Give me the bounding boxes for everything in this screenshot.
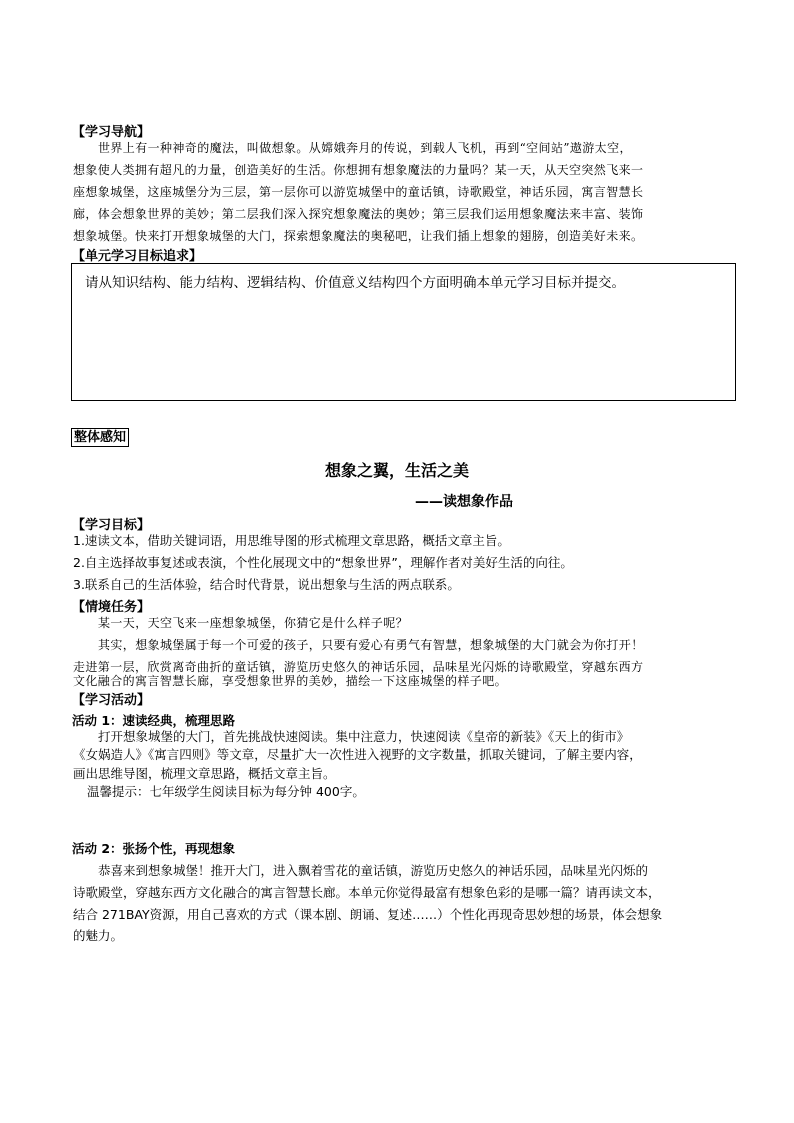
objective-item: 2.自主选择故事复述或表演，个性化展现文中的“想象世界”，理解作者对美好生活的向往。 xyxy=(73,555,573,570)
guide-paragraph-line: 座想象城堡，这座城堡分为三层，第一层你可以游览城堡中的童话镇，诗歌殿堂，神话乐园，寓言智慧长 xyxy=(73,185,644,199)
objective-item: 3.联系自己的生活体验，结合时代背景，说出想象与生活的两点联系。 xyxy=(73,577,460,592)
guide-heading: 【学习导航】 xyxy=(72,125,151,140)
situation-heading: 【情境任务】 xyxy=(72,600,151,615)
overall-perception-label: 整体感知 xyxy=(71,428,129,447)
activity-1-title: 活动 1：速读经典，梳理思路 xyxy=(72,713,236,728)
article-subtitle: ——读想象作品 xyxy=(415,494,513,510)
unit-goal-heading: 【单元学习目标追求】 xyxy=(72,249,203,264)
guide-paragraph-line: 廊，体会想象世界的美妙；第二层我们深入探究想象魔法的奥妙；第三层我们运用想象魔法来丰富、装饰 xyxy=(73,207,644,221)
activity-1-line: 画出思维导图，梳理文章思路，概括文章主旨。 xyxy=(73,766,336,781)
situation-line: 某一天，天空飞来一座想象城堡，你猜它是什么样子呢？ xyxy=(98,616,409,630)
activity-2-line: 的魅力。 xyxy=(73,928,124,943)
guide-paragraph-line: 想象城堡。快来打开想象城堡的大门，探索想象魔法的奥秘吧，让我们插上想象的翅膀，创造美好未来。 xyxy=(73,229,644,243)
article-title: 想象之翼，生活之美 xyxy=(324,461,469,480)
situation-line: 走进第一层，欣赏离奇曲折的童话镇，游览历史悠久的神话乐园，品味星光闪烁的诗歌殿堂，穿越东西方 xyxy=(73,660,644,674)
situation-line: 文化融合的寓言智慧长廊，享受想象世界的美妙，描绘一下这座城堡的样子吧。 xyxy=(73,674,508,688)
activities-heading: 【学习活动】 xyxy=(72,693,151,708)
activity-2-line: 诗歌殿堂，穿越东西方文化融合的寓言智慧长廊。本单元你觉得最富有想象色彩的是哪一篇？请再读文本， xyxy=(73,885,661,900)
activity-1-line: 打开想象城堡的大门，首先挑战快速阅读。集中注意力，快速阅读《皇帝的新装》《天上的街市》 xyxy=(98,729,630,744)
activity-2-line: 恭喜来到想象城堡！推开大门，进入飘着雪花的童话镇，游览历史悠久的神话乐园，品味星光闪烁的 xyxy=(98,863,649,878)
unit-goal-answer-box[interactable] xyxy=(71,263,736,401)
activity-1-line: 《女娲造人》《寓言四则》等文章，尽量扩大一次性进入视野的文字数量，抓取关键词，了解主要内容， xyxy=(73,747,642,762)
guide-paragraph-line: 世界上有一种神奇的魔法，叫做想象。从嫦娥奔月的传说，到载人飞机，再到“空间站”遨游太空， xyxy=(98,141,632,155)
objectives-heading: 【学习目标】 xyxy=(72,518,151,533)
unit-goal-prompt: 请从知识结构、能力结构、逻辑结构、价值意义结构四个方面明确本单元学习目标并提交。 xyxy=(85,275,625,291)
activity-2-line: 结合 271BAY资源，用自己喜欢的方式（课本剧、朗诵、复述……）个性化再现奇思妙想的场景，体会想象 xyxy=(73,907,663,922)
activity-2-title: 活动 2：张扬个性，再现想象 xyxy=(72,841,236,856)
objective-item: 1.速读文本，借助关键词语，用思维导图的形式梳理文章思路，概括文章主旨。 xyxy=(73,533,510,548)
activity-1-tip: 温馨提示：七年级学生阅读目标为每分钟 400字。 xyxy=(87,784,365,799)
situation-line: 其实，想象城堡属于每一个可爱的孩子，只要有爱心有勇气有智慧，想象城堡的大门就会为你打开！ xyxy=(98,638,644,652)
guide-paragraph-line: 想象使人类拥有超凡的力量，创造美好的生活。你想拥有想象魔法的力量吗？某一天，从天空突然飞来一 xyxy=(73,163,644,177)
